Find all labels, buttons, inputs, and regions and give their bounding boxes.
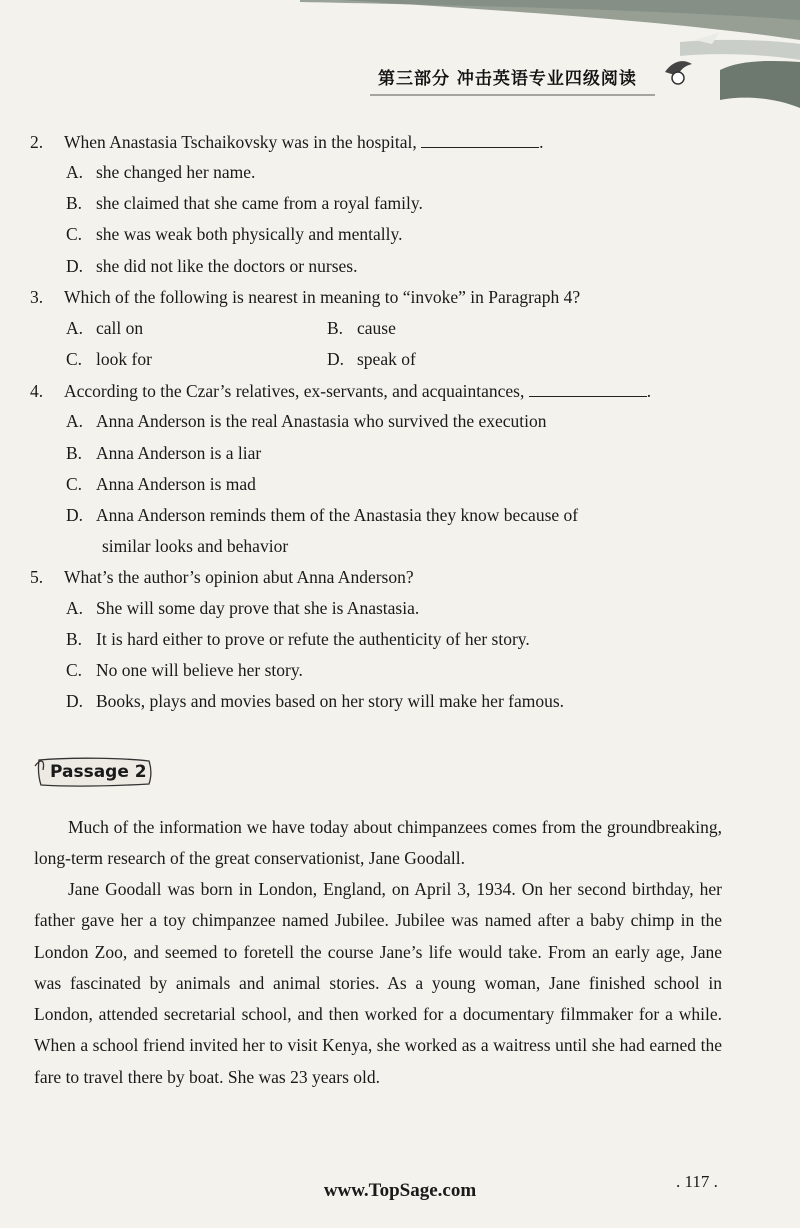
passage-paragraph-2: Jane Goodall was born in London, England, on April 3, 1934. On her second birthday, her father gave her a toy chimpanzee named Jubilee. Jubilee was named after a baby chimp in the London Zoo, and seemed to foretell the course Jane’s life would take. From an early age, Jane was fascinated by animals and animal stories. As a young woman, Jane finished school in London, attended secretarial school, and then worked for a documentary filmmaker for a while. When a school friend invited her to visit Kenya, she worked as a waitress until she had earned the fare to travel there by boat. She was 23 years old.: [34, 879, 722, 1087]
question-number: 3.: [30, 287, 44, 307]
option-4a: A. Anna Anderson is the real Anastasia who survived the execution: [66, 411, 547, 431]
page-number: . 117 .: [676, 1172, 718, 1191]
question-text: According to the Czar’s relatives, ex-servants, and acquaintances,: [64, 381, 525, 401]
option-4d-continuation: similar looks and behavior: [102, 536, 289, 556]
option-5b: B. It is hard either to prove or refute the authenticity of her story.: [66, 629, 530, 649]
header-title: 第三部分 冲击英语专业四级阅读: [378, 69, 637, 89]
option-3a: A. call on: [66, 318, 144, 338]
answer-blank: [529, 380, 647, 397]
option-3b: B. cause: [327, 318, 396, 338]
question-5-stem: [30, 567, 414, 587]
question-number: 5.: [30, 567, 44, 587]
passage-label: Passage 2: [50, 762, 147, 782]
header-banner-graphic: [300, 0, 800, 110]
question-3-stem: [30, 287, 580, 307]
option-5a: A. She will some day prove that she is Anastasia.: [66, 598, 420, 618]
option-3d: D. speak of: [327, 349, 416, 369]
option-2a: A. she changed her name.: [66, 162, 256, 182]
question-text: What’s the author’s opinion abut Anna Anderson?: [64, 567, 414, 587]
answer-blank: [421, 131, 539, 148]
question-number: 4.: [30, 381, 44, 401]
option-5c: C. No one will believe her story.: [66, 660, 303, 680]
footer-watermark-url: www.TopSage.com: [323, 1180, 477, 1201]
question-text: Which of the following is nearest in meaning to “invoke” in Paragraph 4?: [64, 287, 581, 307]
passage-paragraph-1: Much of the information we have today about chimpanzees comes from the groundbreaking, long-term research of the great conservationist, Jane Goodall.: [34, 817, 722, 869]
question-4-stem: 4. According to the Czar’s relatives, ex-servants, and acquaintances, .: [30, 381, 652, 401]
option-5d: D. Books, plays and movies based on her story will make her famous.: [66, 691, 565, 711]
question-text: When Anastasia Tschaikovsky was in the hospital,: [64, 132, 417, 152]
question-number: 2.: [30, 132, 44, 152]
option-2d: D. she did not like the doctors or nurses.: [66, 256, 358, 276]
option-4c: C. Anna Anderson is mad: [66, 474, 256, 494]
option-2b: B. she claimed that she came from a royal family.: [66, 193, 423, 213]
question-2-stem: 2. When Anastasia Tschaikovsky was in the hospital, .: [30, 132, 544, 152]
option-3c: C. look for: [66, 349, 152, 369]
option-2c: C. she was weak both physically and mentally.: [66, 224, 403, 244]
option-4b: B. Anna Anderson is a liar: [66, 443, 262, 463]
option-4d: D. Anna Anderson reminds them of the Anastasia they know because of: [66, 505, 579, 525]
